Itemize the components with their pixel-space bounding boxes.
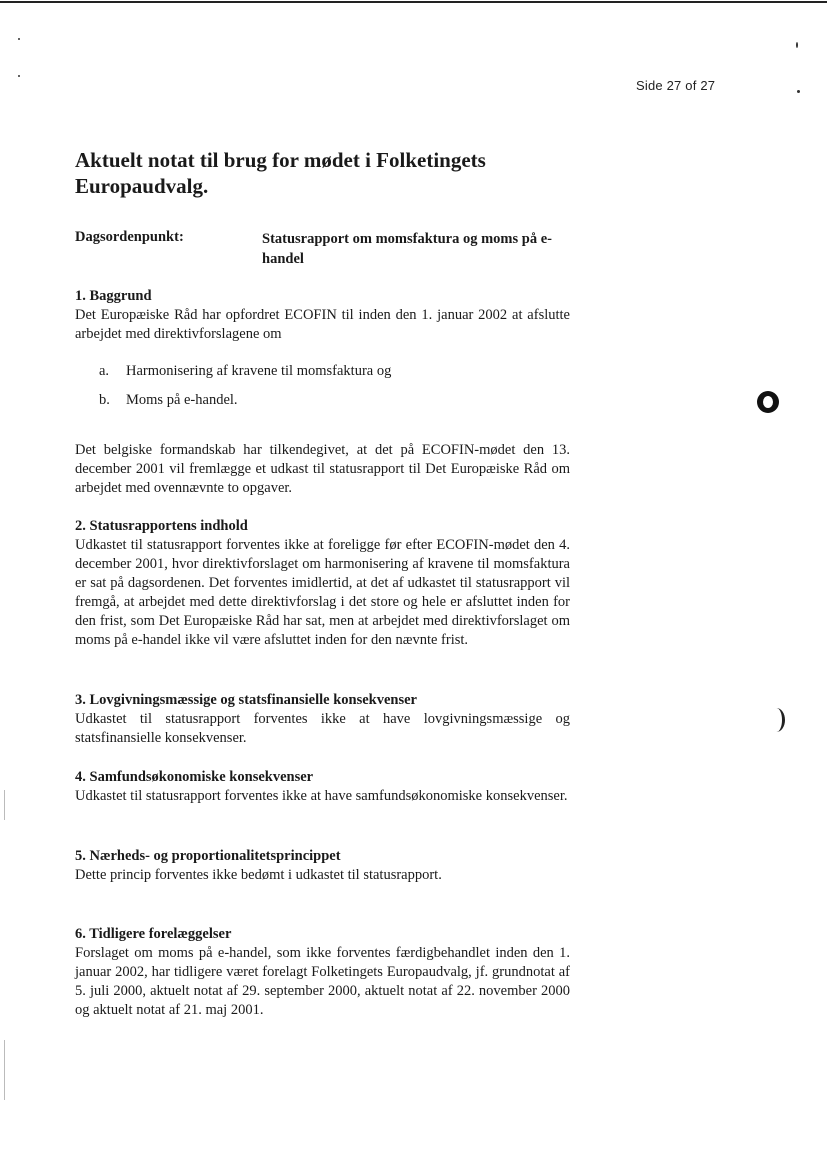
scan-speck (18, 75, 20, 77)
list-marker: b. (99, 392, 110, 408)
page-number: Side 27 of 27 (636, 78, 716, 93)
section-body: Det Europæiske Råd har opfordret ECOFIN til inden den 1. januar 2002 at afslutte arbejdet med direktivforslagene om (75, 307, 570, 342)
list-marker: a. (99, 363, 110, 379)
section-heading: 2. Statusrapportens indhold (75, 518, 248, 534)
agenda-value: Statusrapport om momsfaktura og moms på e-handel (262, 231, 552, 267)
section-body: Udkastet til statusrapport forventes ikke at have lovgivningsmæssige og statsfinansielle konsekvenser. (75, 711, 570, 746)
document-title: Aktuelt notat til brug for mødet i Folketingets Europaudvalg. (75, 148, 486, 198)
section-body: Forslaget om moms på e-handel, som ikke forventes færdigbehandlet inden den 1. januar 2002, har tidligere været forelagt Folketingets Europaudvalg, jf. grundnotat af 5. juli 2000, aktuelt notat af 29. september 2000, aktuelt notat af 22. november 2000 og aktuelt notat af 21. maj 2001. (75, 945, 570, 1018)
list-item (99, 391, 559, 420)
top-rule (0, 1, 827, 3)
punch-hole-edge (768, 708, 785, 732)
scan-edge-mark (4, 790, 5, 820)
section-heading: 4. Samfundsøkonomiske konsekvenser (75, 769, 314, 785)
punch-hole (757, 391, 779, 413)
section-legislative-consequences (75, 691, 570, 748)
section-body: Udkastet til statusrapport forventes ikke at foreligge før efter ECOFIN-mødet den 4. december 2001, hvor direktivforslaget om harmonisering af kravene til momsfaktura er sat på dagsordenen. Det forventes imidlertid, at det af udkastet til statusrapport vil fremgå, at arbejdet med dette direktivforslag i det store og hele er afsluttet inden for den frist, som Det Europæiske Råd har sat, men at arbejdet med direktivforslaget om moms på e-handel ikke vil være afsluttet inden for den nævnte frist. (75, 537, 570, 648)
section-economic-consequences (75, 768, 570, 806)
section-presidency-note (75, 441, 570, 498)
section-report-content (75, 517, 570, 650)
section-body: Det belgiske formandskab har tilkendegivet, at det på ECOFIN-mødet den 13. december 2001 vil fremlægge et udkast til statusrapport til Det Europæiske Råd om arbejdet med ovennævnte to opgaver. (75, 442, 570, 496)
section-subsidiarity (75, 847, 570, 885)
scan-edge-mark (4, 1040, 5, 1100)
section-body: Dette princip forventes ikke bedømt i udkastet til statusrapport. (75, 867, 442, 883)
scan-speck (797, 90, 800, 93)
list-item-text: Harmonisering af kravene til momsfaktura og (126, 363, 392, 379)
scan-speck (796, 42, 798, 48)
agenda-label: Dagsordenpunkt: (75, 229, 184, 245)
scan-speck (18, 38, 20, 40)
list-item (99, 362, 559, 391)
section-heading: 3. Lovgivningsmæssige og statsfinansielle konsekvenser (75, 692, 417, 708)
section-body: Udkastet til statusrapport forventes ikke at have samfundsøkonomiske konsekvenser. (75, 788, 568, 804)
section-heading: 5. Nærheds- og proportionalitetsprincippet (75, 848, 341, 864)
section-background (75, 287, 570, 344)
section-heading: 1. Baggrund (75, 288, 152, 304)
directive-list (99, 362, 559, 420)
section-heading: 6. Tidligere forelæggelser (75, 926, 232, 942)
section-previous-submissions (75, 925, 570, 1020)
list-item-text: Moms på e-handel. (126, 392, 238, 408)
